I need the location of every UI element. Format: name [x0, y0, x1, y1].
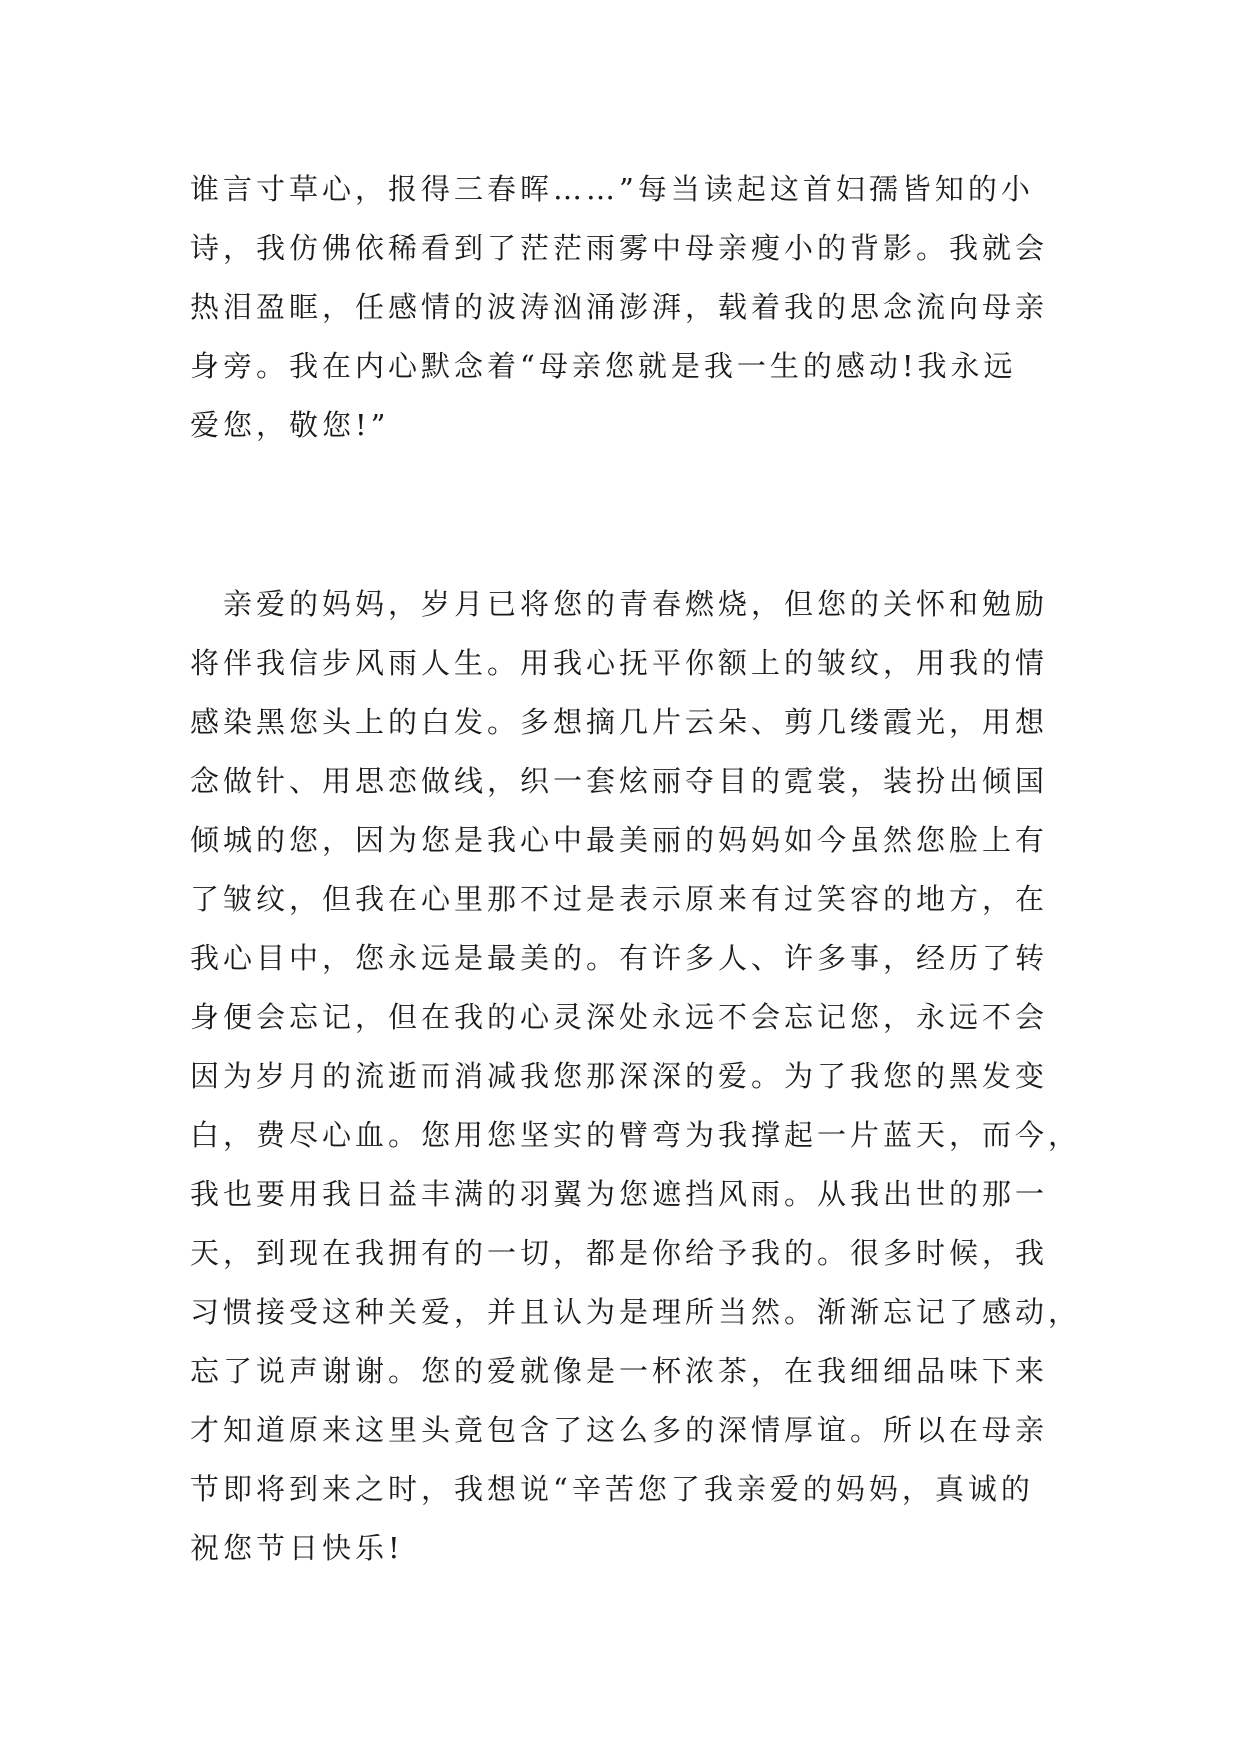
paragraph-2	[190, 575, 1082, 1578]
text-line: 热泪盈眶，任感情的波涛汹涌澎湃，载着我的思念流向母亲	[190, 290, 1049, 324]
text-line: 亲爱的妈妈，岁月已将您的青春燃烧，但您的关怀和勉励	[190, 587, 1049, 621]
text-line: 身旁。我在内心默念着“母亲您就是我一生的感动!我永远	[190, 349, 1017, 383]
text-line: 了皱纹，但我在心里那不过是表示原来有过笑容的地方，在	[190, 882, 1049, 916]
text-line: 祝您节日快乐!	[190, 1531, 404, 1565]
text-line: 诗，我仿佛依稀看到了茫茫雨雾中母亲瘦小的背影。我就会	[190, 231, 1049, 265]
text-line: 谁言寸草心，报得三春晖……”每当读起这首妇孺皆知的小	[190, 172, 1034, 206]
text-line: 感染黑您头上的白发。多想摘几片云朵、剪几缕霞光，用想	[190, 705, 1049, 739]
text-line: 将伴我信步风雨人生。用我心抚平你额上的皱纹，用我的情	[190, 646, 1049, 680]
text-line: 因为岁月的流逝而消减我您那深深的爱。为了我您的黑发变	[190, 1059, 1049, 1093]
text-line: 我心目中，您永远是最美的。有许多人、许多事，经历了转	[190, 941, 1049, 975]
text-line: 才知道原来这里头竟包含了这么多的深情厚谊。所以在母亲	[190, 1413, 1049, 1447]
text-line: 节即将到来之时，我想说“辛苦您了我亲爱的妈妈，真诚的	[190, 1472, 1034, 1506]
text-line: 身便会忘记，但在我的心灵深处永远不会忘记您，永远不会	[190, 1000, 1049, 1034]
text-line: 爱您，敬您!”	[190, 408, 390, 442]
text-line: 习惯接受这种关爱，并且认为是理所当然。渐渐忘记了感动，	[190, 1295, 1082, 1329]
text-line: 我也要用我日益丰满的羽翼为您遮挡风雨。从我出世的那一	[190, 1177, 1049, 1211]
text-line: 念做针、用思恋做线，织一套炫丽夺目的霓裳，装扮出倾国	[190, 764, 1049, 798]
paragraph-1	[190, 160, 1050, 455]
text-line: 倾城的您，因为您是我心中最美丽的妈妈如今虽然您脸上有	[190, 823, 1049, 857]
text-line: 天，到现在我拥有的一切，都是你给予我的。很多时候，我	[190, 1236, 1049, 1270]
text-line: 忘了说声谢谢。您的爱就像是一杯浓茶，在我细细品味下来	[190, 1354, 1049, 1388]
text-line: 白，费尽心血。您用您坚实的臂弯为我撑起一片蓝天，而今，	[190, 1118, 1082, 1152]
